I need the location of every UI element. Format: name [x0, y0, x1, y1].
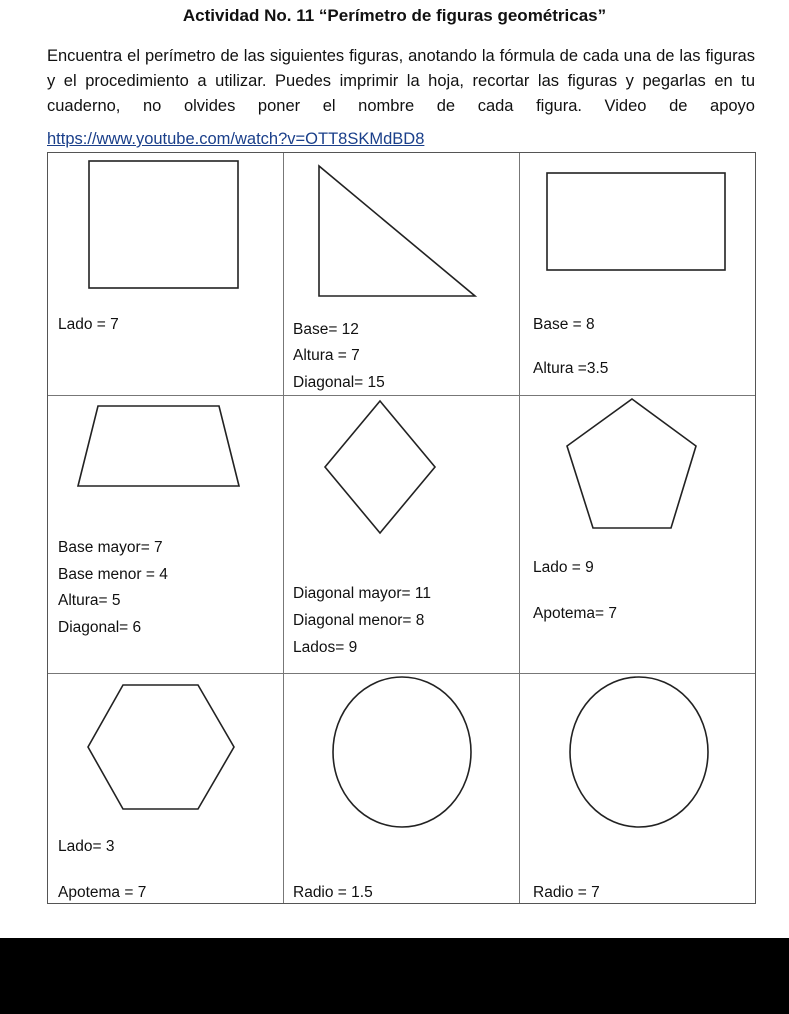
triangle-altura-label: Altura = 7	[293, 347, 360, 364]
pentagon-lado-label: Lado = 9	[533, 559, 594, 576]
triangle-base-label: Base= 12	[293, 321, 359, 338]
triangle-diagonal-label: Diagonal= 15	[293, 374, 385, 391]
pentagon-apotema-label: Apotema= 7	[533, 605, 618, 622]
circle-small-shape	[331, 675, 473, 829]
worksheet-title: Actividad No. 11 “Perímetro de figuras geométricas”	[182, 6, 607, 25]
hexagon-lado-label: Lado= 3	[58, 838, 115, 855]
trapezoid-base-menor-label: Base menor = 4	[58, 566, 168, 583]
square-shape	[88, 160, 240, 290]
square-lado-label: Lado = 7	[58, 316, 119, 333]
rectangle-base-label: Base = 8	[533, 316, 595, 333]
row-divider	[48, 395, 755, 396]
column-divider	[283, 153, 284, 903]
circle-large-radio-label: Radio = 7	[533, 884, 600, 901]
pentagon-shape	[565, 397, 699, 531]
trapezoid-base-mayor-label: Base mayor= 7	[58, 539, 163, 556]
trapezoid-diagonal-label: Diagonal= 6	[58, 619, 142, 636]
trapezoid-shape	[76, 404, 242, 490]
hexagon-shape	[86, 683, 236, 811]
figures-table	[47, 152, 756, 904]
instructions-text: Encuentra el perímetro de las siguientes figuras, anotando la fórmula de cada una de las figuras y el procedimiento a utilizar. Puedes imprimir la hoja, recortar las figuras y pegarlas en tu cuaderno, no olvides poner el nombre de cada figura. Video de apoyo	[47, 47, 755, 115]
column-divider	[519, 153, 520, 903]
row-divider	[48, 673, 755, 674]
hexagon-apotema-label: Apotema = 7	[58, 884, 147, 901]
rhombus-diagonal-mayor-label: Diagonal mayor= 11	[293, 585, 432, 602]
rectangle-shape	[546, 172, 728, 272]
trapezoid-altura-label: Altura= 5	[58, 592, 121, 609]
circle-small-radio-label: Radio = 1.5	[293, 884, 373, 901]
rectangle-altura-label: Altura =3.5	[533, 360, 609, 377]
rhombus-diagonal-menor-label: Diagonal menor= 8	[293, 612, 425, 629]
rhombus-shape	[323, 399, 437, 535]
rhombus-lados-label: Lados= 9	[293, 639, 358, 656]
circle-large-shape	[568, 675, 710, 829]
video-link[interactable]: https://www.youtube.com/watch?v=OTT8SKMdBD8	[47, 130, 425, 148]
triangle-shape	[318, 165, 478, 301]
